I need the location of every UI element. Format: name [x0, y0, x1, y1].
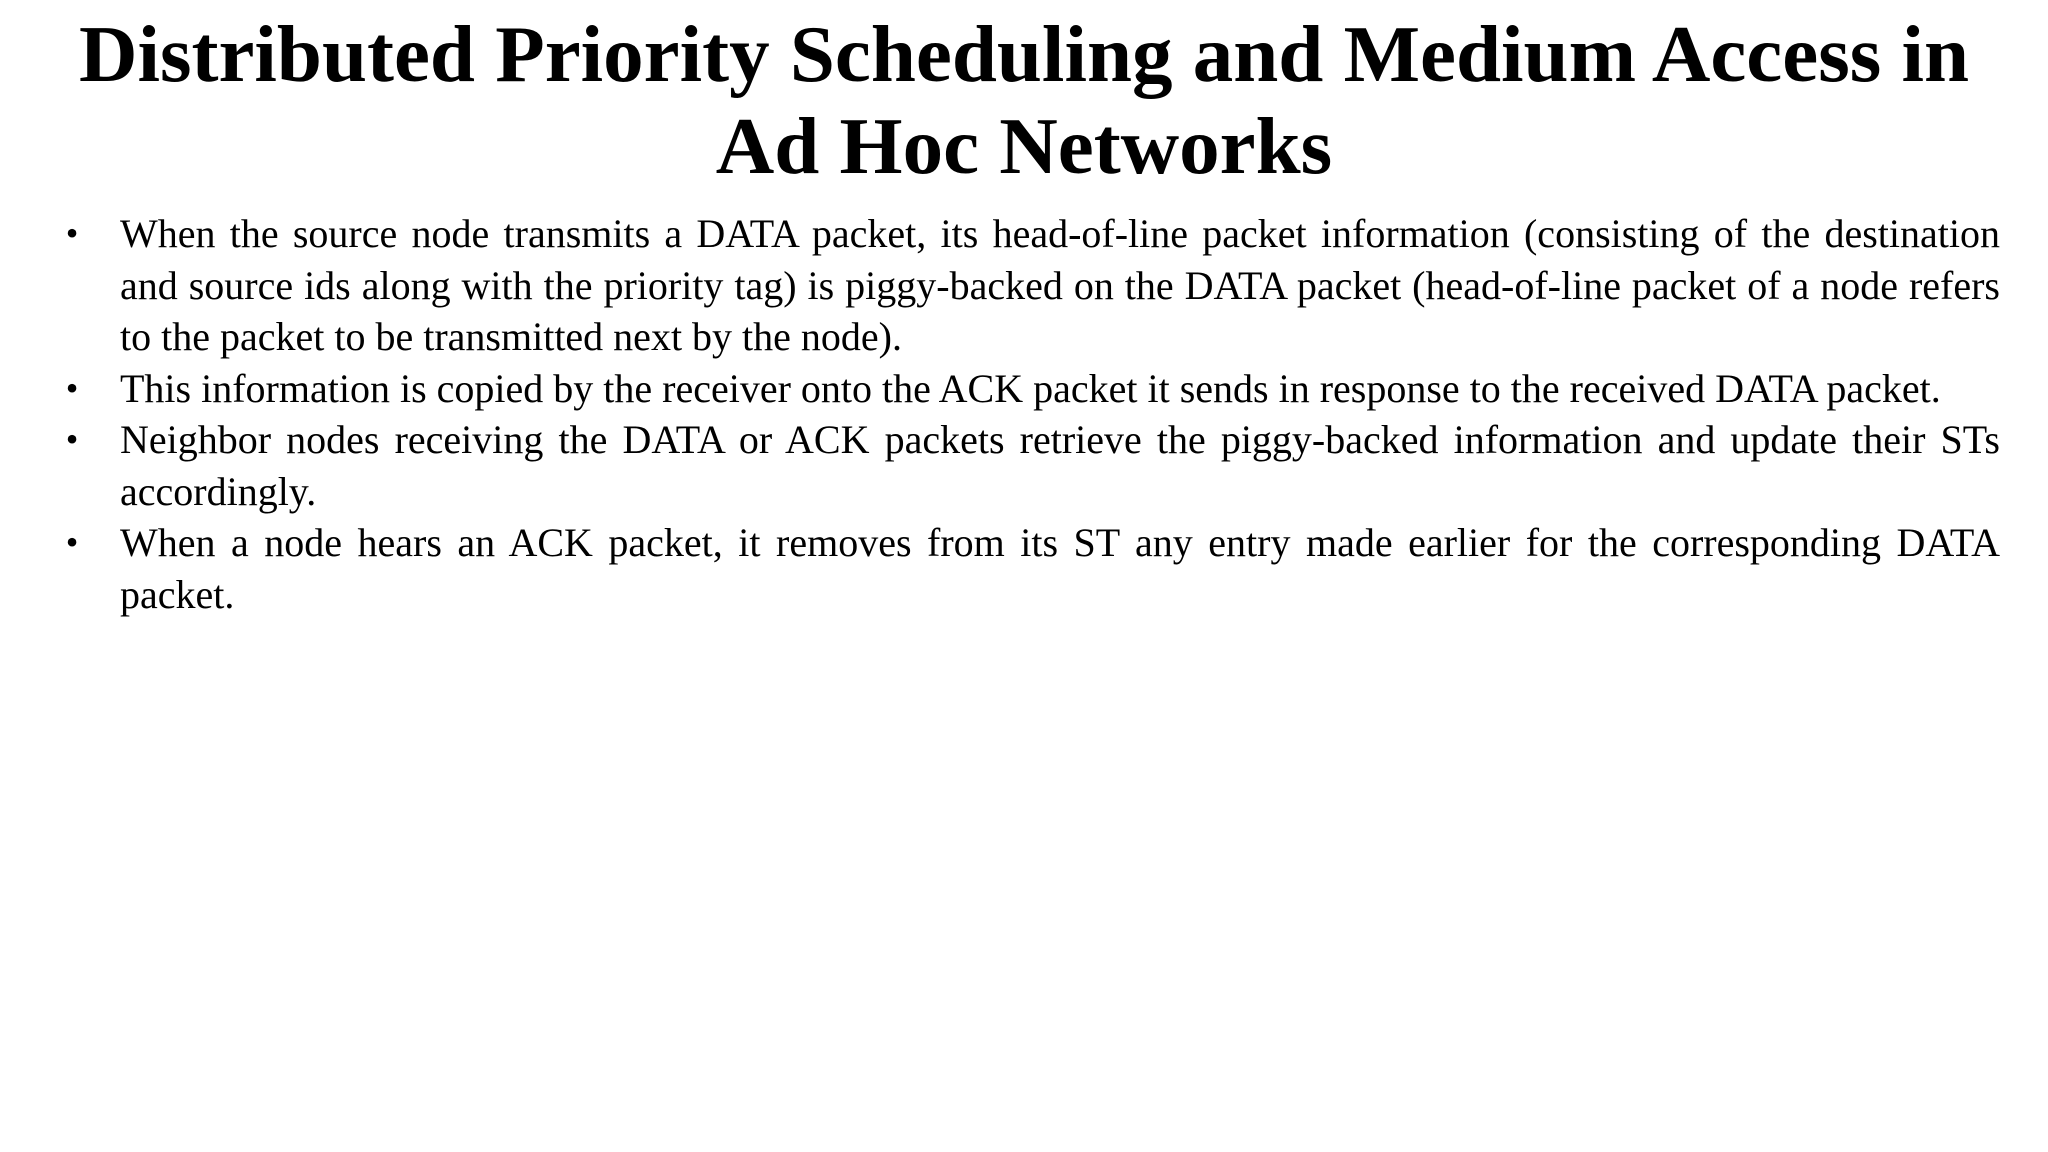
slide-title-line1: Distributed Priority Scheduling and Medium Access in [78, 9, 1970, 99]
bullet-item [65, 363, 2000, 415]
bullet-dot-icon: • [65, 213, 79, 253]
bullet-item [65, 414, 2000, 517]
slide-title-line2: Ad Hoc Networks [715, 101, 1333, 191]
bullet-item [65, 517, 2000, 620]
bullet-dot-icon: • [65, 367, 79, 408]
bullet-text: When the source node transmits a DATA packet, its head-of-line packet information (consisting of the destination and source ids along with the priority tag) is piggy-backed on the DATA packet (head-of-line packet of a node refers to the packet to be transmitted next by the node). [120, 211, 2000, 359]
bullet-item [65, 208, 2000, 363]
slide-title [0, 8, 2048, 192]
bullet-text: When a node hears an ACK packet, it removes from its ST any entry made earlier for the corresponding DATA packet. [120, 520, 2000, 617]
bullet-text: Neighbor nodes receiving the DATA or ACK packets retrieve the piggy-backed information and update their STs accordingly. [120, 417, 2000, 514]
bullet-list [65, 208, 2000, 620]
bullet-text: This information is copied by the receiver onto the ACK packet it sends in response to the received DATA packet. [120, 365, 1941, 411]
bullet-dot-icon: • [65, 419, 79, 459]
bullet-dot-icon: • [65, 522, 79, 562]
